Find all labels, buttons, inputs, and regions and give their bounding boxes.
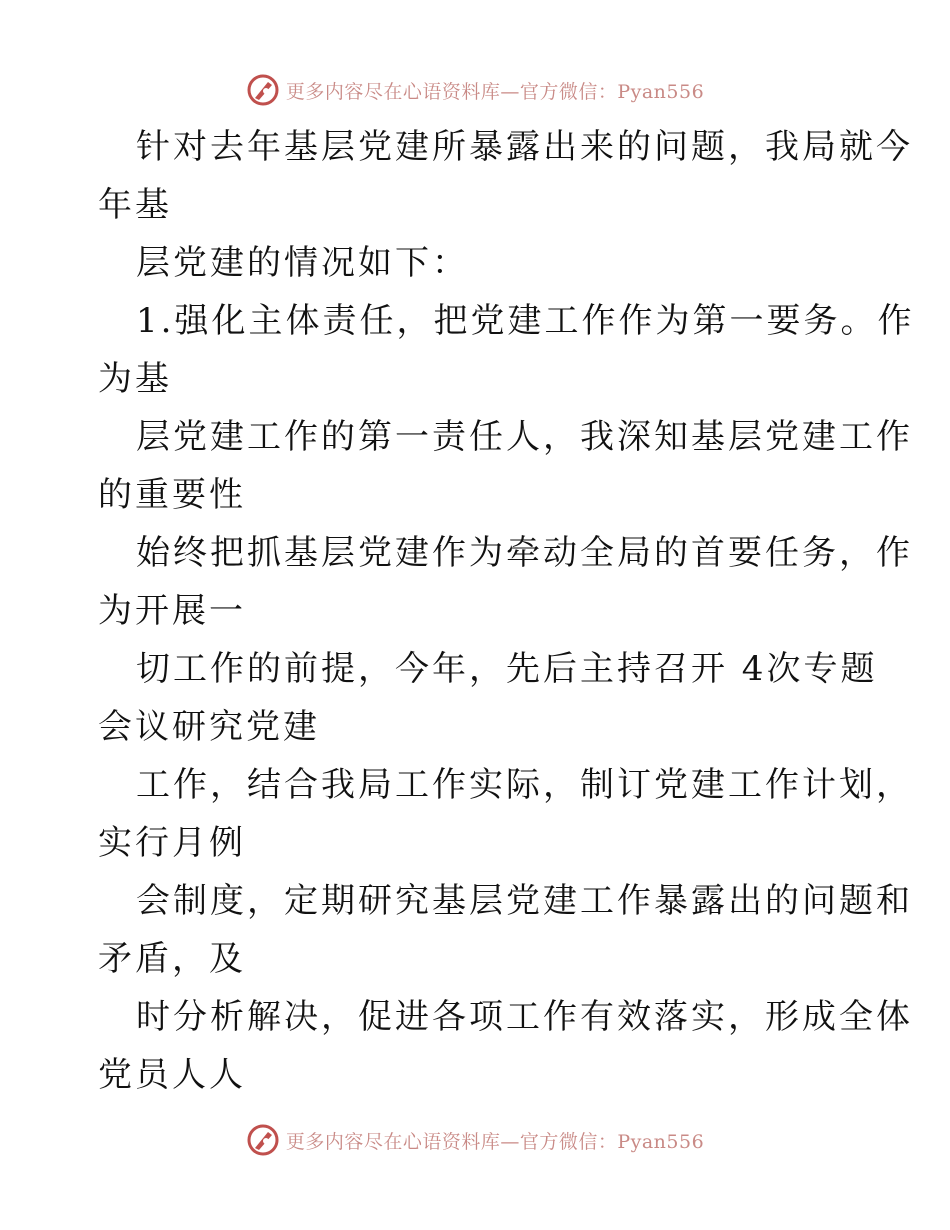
text-line: 针对去年基层党建所暴露出来的问题，我局就今 — [136, 127, 913, 167]
text-line: 工作，结合我局工作实际，制订党建工作计划， — [136, 765, 913, 805]
text-line: 会议研究党建 — [98, 707, 320, 747]
pen-circle-logo-icon — [246, 1123, 280, 1157]
text-line: 矛盾，及 — [98, 939, 246, 979]
text-line: 1.强化主体责任，把党建工作作为第一要务。作 — [136, 301, 915, 341]
text-line: 实行月例 — [98, 823, 246, 863]
text-line: 的重要性 — [98, 475, 246, 515]
text-line: 会制度，定期研究基层党建工作暴露出的问题和 — [136, 881, 913, 921]
footer-watermark — [0, 1120, 950, 1160]
text-line: 始终把抓基层党建作为牵动全局的首要任务，作 — [136, 533, 913, 573]
text-line: 时分析解决，促进各项工作有效落实，形成全体 — [136, 997, 913, 1037]
text-line: 为基 — [98, 359, 172, 399]
watermark-text: 更多内容尽在心语资料库—官方微信：Pyan556 — [285, 80, 705, 103]
text-line: 切工作的前提，今年，先后主持召开 4次专题 — [136, 649, 878, 689]
watermark-text: 更多内容尽在心语资料库—官方微信：Pyan556 — [285, 1130, 705, 1153]
text-line: 层党建的情况如下： — [136, 243, 469, 283]
header-watermark — [0, 70, 950, 110]
pen-circle-logo-icon — [246, 73, 280, 107]
text-line: 党员人人 — [98, 1055, 246, 1095]
text-line: 层党建工作的第一责任人，我深知基层党建工作 — [136, 417, 913, 457]
text-line: 为开展一 — [98, 591, 246, 631]
text-line: 年基 — [98, 185, 172, 225]
document-body — [98, 118, 915, 1104]
